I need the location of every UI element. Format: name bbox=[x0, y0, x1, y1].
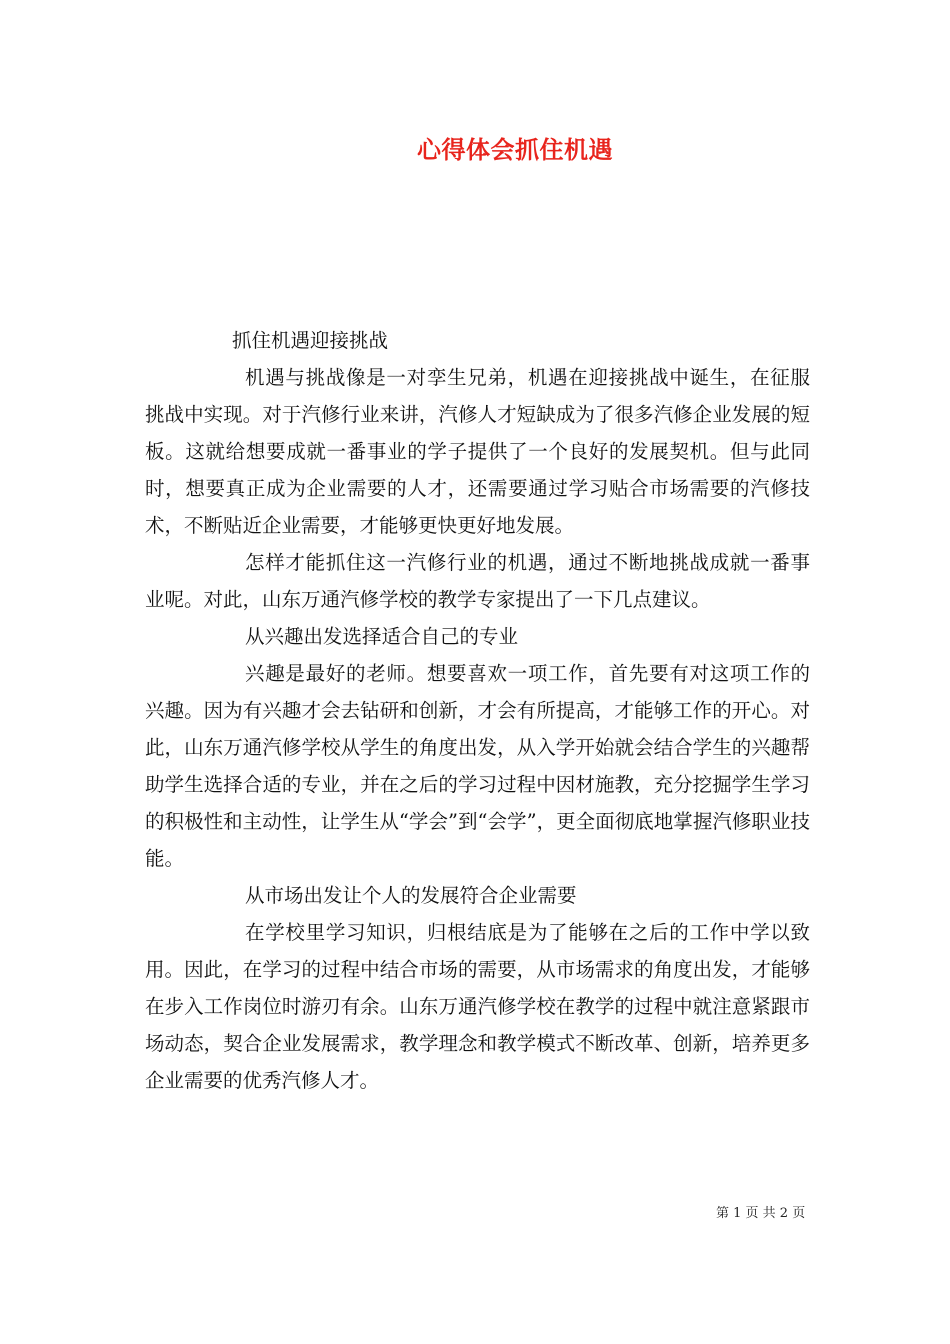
document-body bbox=[145, 322, 810, 1099]
page-indicator: 第 1 页 共 2 页 bbox=[716, 1206, 806, 1221]
paragraph-2: 怎样才能抓住这一汽修行业的机遇，通过不断地挑战成就一番事业呢。对此，山东万通汽修学校的教学专家提出了一下几点建议。 bbox=[145, 551, 810, 611]
section1-heading: 从兴趣出发选择适合自己的专业 bbox=[245, 625, 519, 648]
paragraph-1: 机遇与挑战像是一对孪生兄弟，机遇在迎接挑战中诞生，在征服挑战中实现。对于汽修行业来讲，汽修人才短缺成为了很多汽修企业发展的短板。这就给想要成就一番事业的学子提供了一个良好的发展契机。但与此同时，想要真正成为企业需要的人才，还需要通过学习贴合市场需要的汽修技术，不断贴近企业需要，才能够更快更好地发展。 bbox=[145, 366, 810, 537]
main-heading: 抓住机遇迎接挑战 bbox=[232, 329, 389, 352]
section2-heading: 从市场出发让个人的发展符合企业需要 bbox=[245, 884, 577, 907]
section1-paragraph: 兴趣是最好的老师。想要喜欢一项工作，首先要有对这项工作的兴趣。因为有兴趣才会去钻研和创新，才会有所提高，才能够工作的开心。对此，山东万通汽修学校从学生的角度出发，从入学开始就会结合学生的兴趣帮助学生选择合适的专业，并在之后的学习过程中因材施教，充分挖掘学生学习的积极性和主动性，让学生从“学会”到“会学”，更全面彻底地掌握汽修职业技能。 bbox=[145, 662, 810, 870]
document-title: 心得体会抓住机遇 bbox=[417, 135, 613, 164]
section2-paragraph: 在学校里学习知识，归根结底是为了能够在之后的工作中学以致用。因此，在学习的过程中结合市场的需要，从市场需求的角度出发，才能够在步入工作岗位时游刃有余。山东万通汽修学校在教学的过程中就注意紧跟市场动态，契合企业发展需求，教学理念和教学模式不断改革、创新，培养更多企业需要的优秀汽修人才。 bbox=[145, 921, 810, 1092]
